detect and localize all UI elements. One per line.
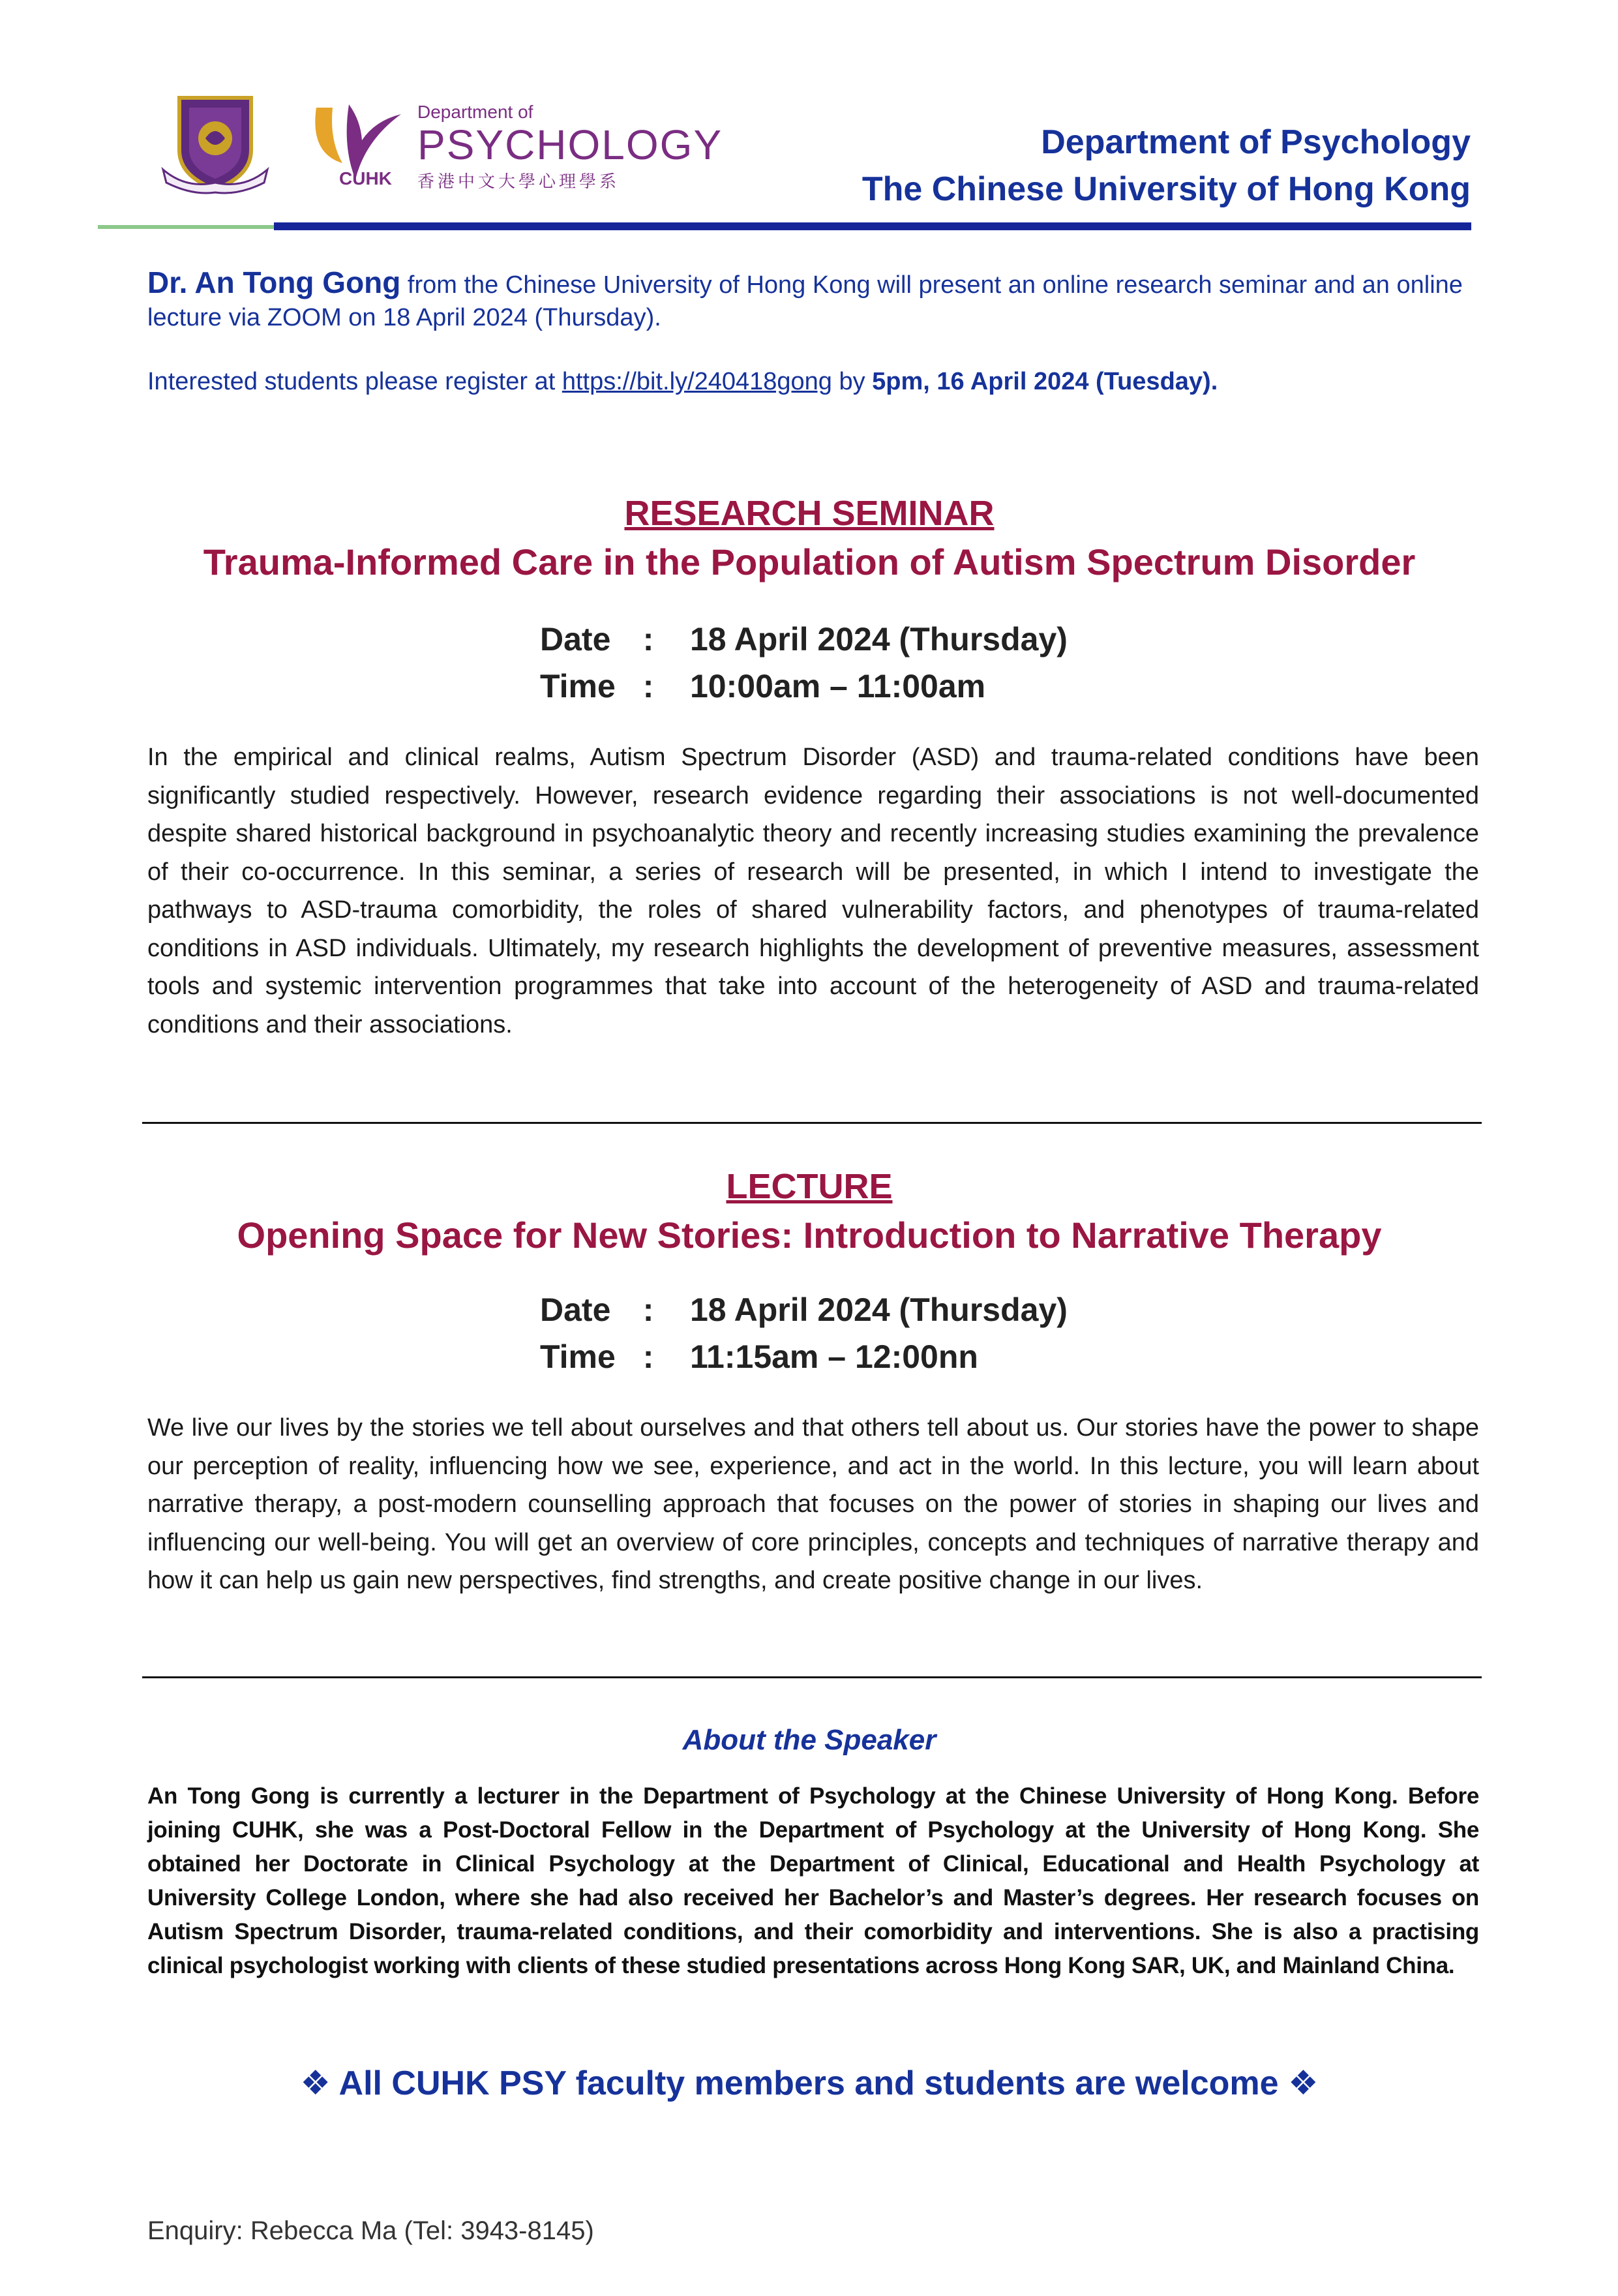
- lecture-date-label: Date: [540, 1292, 611, 1328]
- seminar-abstract: In the empirical and clinical realms, Autism Spectrum Disorder (ASD) and trauma-related conditions have been significantly studied respectively. However, research evidence regarding their associations is not well-documented despite shared historical background in psychoanalytic theory and recently increasing studies examining the prevalence of their co-occurrence. In this seminar, a series of research will be presented, in which I intend to investigate the pathways to ASD-trauma comorbidity, the roles of shared vulnerability factors, and phenotypes of trauma-related conditions in ASD individuals. Ultimately, my research highlights the development of preventive measures, assessment tools and systemic intervention programmes that take into account of the heterogeneity of ASD and trauma-related conditions and their associations.: [147, 744, 1479, 1038]
- seminar-title: Trauma-Informed Care in the Population of Autism Spectrum Disorder: [203, 541, 1416, 582]
- psychology-logo-text: [417, 101, 723, 166]
- register-mid: by: [831, 368, 873, 395]
- seminar-time-value: 10:00am – 11:00am: [690, 668, 986, 704]
- intro-paragraph: [147, 266, 1471, 334]
- header-dept-line: Department of Psychology: [1041, 123, 1471, 161]
- header-univ-line: The Chinese University of Hong Kong: [861, 170, 1471, 208]
- register-prefix: Interested students please register at: [147, 368, 562, 395]
- section-divider: [142, 1676, 1482, 1678]
- logo-chinese-name: 香港中文大學心理學系: [417, 172, 620, 191]
- welcome-line: ❖ All CUHK PSY faculty members and students are welcome ❖: [300, 2064, 1319, 2102]
- header-divider-blue: [274, 222, 1471, 230]
- section-divider: [142, 1122, 1482, 1124]
- seminar-heading: [147, 491, 1471, 588]
- header-title: [862, 119, 1471, 213]
- seminar-date-time: [540, 616, 1068, 710]
- register-deadline: 5pm, 16 April 2024 (Tuesday).: [872, 368, 1218, 395]
- speaker-name: Dr. An Tong Gong: [147, 265, 401, 299]
- lecture-heading: [147, 1164, 1471, 1261]
- colon: :: [625, 1338, 654, 1375]
- lecture-date-value: 18 April 2024 (Thursday): [690, 1292, 1068, 1328]
- logo-dept-name: PSYCHOLOGY: [417, 121, 723, 168]
- colon: :: [625, 1292, 654, 1328]
- seminar-label: RESEARCH SEMINAR: [624, 494, 995, 533]
- about-speaker-title: About the Speaker: [682, 1724, 936, 1756]
- header-divider-green: [98, 225, 274, 229]
- seminar-date-label: Date: [540, 621, 611, 657]
- colon: :: [625, 668, 654, 704]
- seminar-time-label: Time: [540, 668, 616, 704]
- enquiry-line: Enquiry: Rebecca Ma (Tel: 3943-8145): [147, 2216, 594, 2245]
- header-divider: [98, 222, 1471, 230]
- cuhk-crest-icon: [160, 91, 271, 196]
- lecture-title: Opening Space for New Stories: Introduction to Narrative Therapy: [237, 1215, 1382, 1256]
- about-speaker-text: An Tong Gong is currently a lecturer in the Department of Psychology at the Chinese University of Hong Kong. Before joining CUHK, she was a Post-Doctoral Fellow in the Department of Psychology at the University of Hong Kong. She obtained her Doctorate in Clinical Psychology at the Department of Clinical, Educational and Health Psychology at University College London, where she had also received her Bachelor’s and Master’s degrees. Her research focuses on Autism Spectrum Disorder, trauma-related conditions, and their comorbidity and interventions. She is also a practising clinical psychologist working with clients of these studied presentations across Hong Kong SAR, UK, and Mainland China.: [147, 1783, 1479, 1978]
- registration-paragraph: [147, 365, 1471, 398]
- logo-dept-small: Department of: [417, 102, 533, 122]
- lecture-label: LECTURE: [726, 1167, 893, 1206]
- intro-text: from the Chinese University of Hong Kong will present an online research seminar and an online lecture via ZOOM on 18 April 2024 (Thursday).: [147, 271, 1463, 331]
- seminar-date-value: 18 April 2024 (Thursday): [690, 621, 1068, 657]
- logo-cuhk: CUHK: [339, 168, 392, 189]
- lecture-abstract: We live our lives by the stories we tell about ourselves and that others tell about us. Our stories have the power to shape our perception of reality, influencing how we see, experience, and act in the world. In this lecture, you will learn about narrative therapy, a post-modern counselling approach that focuses on the power of stories in shaping our lives and influencing our well-being. You will get an overview of core principles, concepts and techniques of narrative therapy and how it can help us gain new perspectives, find strengths, and create positive change in our lives.: [147, 1414, 1479, 1594]
- register-link[interactable]: https://bit.ly/240418gong: [562, 368, 832, 395]
- lecture-time-value: 11:15am – 12:00nn: [690, 1338, 978, 1375]
- lecture-time-label: Time: [540, 1338, 616, 1375]
- lecture-date-time: [540, 1286, 1068, 1380]
- colon: :: [625, 621, 654, 657]
